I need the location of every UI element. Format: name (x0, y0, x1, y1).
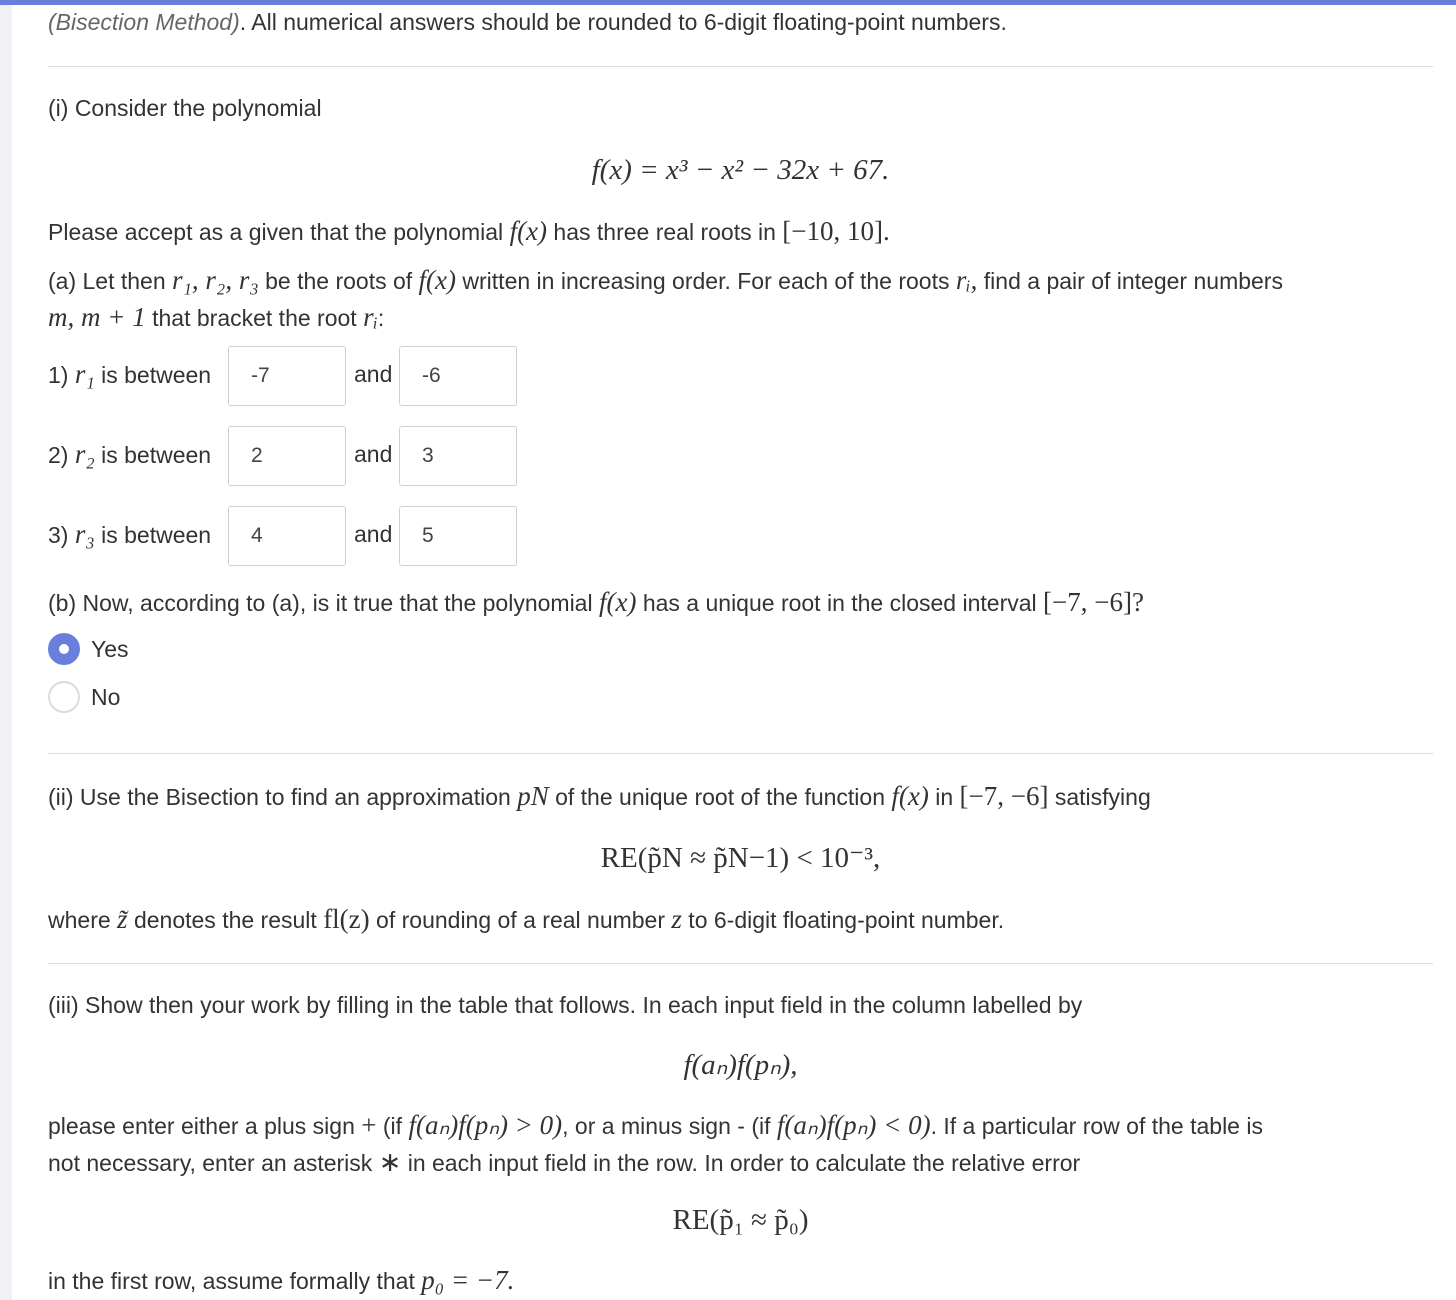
where-mid: denotes the result (127, 907, 324, 933)
row-1-label (48, 356, 211, 393)
divider (48, 963, 1433, 964)
where-mid2: of rounding of a real number (369, 907, 672, 933)
given-fx: f(x) (509, 216, 548, 246)
relative-error-text: RE(p̃₁ ≈ p̃₀) (672, 1204, 809, 1236)
ii-fx: f(x) (891, 781, 929, 811)
a-end: find a pair of integer numbers (977, 268, 1283, 294)
row-3-r: r₃ (74, 519, 95, 549)
where-fl: fl(z) (323, 904, 370, 934)
ii-mid2: in (928, 784, 960, 810)
row-2-label (48, 436, 211, 473)
ii-end: satisfying (1048, 784, 1151, 810)
b-mid: has a unique root in the closed interval (636, 590, 1044, 616)
row-3-num: 3) (48, 522, 75, 548)
method-name: (Bisection Method) (48, 9, 240, 35)
row-1-num: 1) (48, 362, 75, 388)
ii-pN: pN (517, 781, 549, 811)
row-3-label (48, 516, 211, 553)
r1-upper-input[interactable]: -6 (399, 346, 517, 406)
l3-star: ∗ (378, 1147, 402, 1177)
ii-pre: (ii) Use the Bisection to find an approximation (48, 784, 518, 810)
part-b-question (48, 584, 1144, 621)
left-gutter (0, 5, 12, 1300)
a-mid: be the roots of (258, 268, 419, 294)
a-mid2: written in increasing order. For each of the roots (456, 268, 956, 294)
l3-pre: not necessary, enter an asterisk (48, 1150, 379, 1176)
row-3-text: is between (94, 522, 212, 548)
intro-rest: . All numerical answers should be rounded to 6-digit floating-point numbers. (239, 9, 1007, 35)
a-line2-mid: that bracket the root (145, 305, 364, 331)
row-2-and: and (354, 441, 393, 467)
equation-text: f(x) = x³ − x² − 32x + 67. (591, 154, 890, 186)
given-pre: Please accept as a given that the polynomial (48, 219, 510, 245)
option-no[interactable] (48, 681, 120, 713)
ii-mid: of the unique root of the function (548, 784, 892, 810)
l2-pre: please enter either a plus sign (48, 1113, 362, 1139)
a-line2-end: : (377, 305, 385, 331)
b-interval: [−7, −6]? (1043, 587, 1144, 617)
a-line2-math: m, m + 1 (48, 302, 146, 332)
relative-error-equation (48, 1200, 1433, 1240)
l2-gt: f(aₙ)f(pₙ) > 0) (408, 1110, 563, 1140)
l2-end: . If a particular row of the table is (930, 1113, 1263, 1139)
option-yes-label: Yes (91, 635, 129, 662)
a-ri: rᵢ, (955, 265, 978, 295)
row-1-r: r₁ (74, 359, 95, 389)
where-z: z̃ (117, 904, 128, 934)
where-zz: z (671, 904, 682, 934)
l2-a: (if (376, 1113, 409, 1139)
a-fx: f(x) (418, 265, 457, 295)
stopping-criterion-equation (48, 838, 1433, 878)
option-yes[interactable] (48, 633, 129, 665)
ii-interval: [−7, −6] (959, 781, 1049, 811)
intro-text (48, 4, 1007, 40)
r2-upper-input[interactable]: 3 (399, 426, 517, 486)
last-math: p₀ = −7. (421, 1265, 515, 1295)
given-statement (48, 213, 890, 250)
l2-lt: f(aₙ)f(pₙ) < 0) (776, 1110, 931, 1140)
sign-product-equation (48, 1045, 1433, 1085)
initial-assumption (48, 1262, 514, 1299)
row-1-text: is between (94, 362, 212, 388)
where-pre: where (48, 907, 118, 933)
where-end: to 6-digit floating-point number. (681, 907, 1005, 933)
part-ii-statement (48, 778, 1151, 815)
r3-lower-input[interactable]: 4 (228, 506, 346, 566)
rounding-note (48, 901, 1004, 938)
row-2-text: is between (94, 442, 212, 468)
row-3-and: and (354, 521, 393, 547)
a-roots: r₁, r₂, r₃ (172, 265, 259, 295)
r3-upper-input[interactable]: 5 (399, 506, 517, 566)
a-line2-ri: rᵢ (363, 302, 378, 332)
divider (48, 66, 1433, 67)
l2-plus: + (361, 1110, 377, 1140)
given-interval: [−10, 10]. (782, 216, 890, 246)
polynomial-equation (48, 150, 1433, 190)
criterion-text: RE(p̃N ≈ p̃N−1) < 10⁻³, (600, 842, 881, 874)
l3-end: in each input field in the row. In order to calculate the relative error (401, 1150, 1081, 1176)
row-2-r: r₂ (74, 439, 95, 469)
row-2-num: 2) (48, 442, 75, 468)
a-pre: (a) Let then (48, 268, 173, 294)
divider (48, 753, 1433, 754)
option-no-label: No (91, 683, 121, 710)
b-fx: f(x) (598, 587, 637, 617)
last-pre: in the first row, assume formally that (48, 1268, 422, 1294)
part-iii-instructions (48, 1107, 1388, 1181)
sign-product-text: f(aₙ)f(pₙ), (683, 1049, 798, 1081)
r1-lower-input[interactable]: -7 (228, 346, 346, 406)
part-iii-intro: (iii) Show then your work by filling in the table that follows. In each input field in the column labelled by (48, 992, 1083, 1018)
b-pre: (b) Now, according to (a), is it true that the polynomial (48, 590, 599, 616)
radio-no-icon[interactable] (48, 681, 80, 713)
r2-lower-input[interactable]: 2 (228, 426, 346, 486)
row-1-and: and (354, 361, 393, 387)
l2-b: , or a minus sign - (if (562, 1113, 777, 1139)
given-mid: has three real roots in (547, 219, 783, 245)
radio-yes-selected-icon[interactable] (48, 633, 80, 665)
part-a-instructions (48, 262, 1388, 336)
part-i-heading: (i) Consider the polynomial (48, 95, 322, 121)
